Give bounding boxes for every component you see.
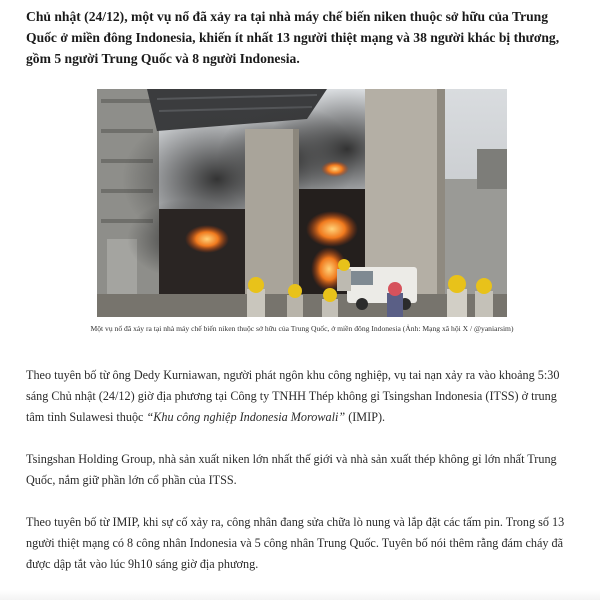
- bottom-edge: [0, 590, 600, 600]
- article-figure: [26, 89, 578, 335]
- paragraph-ownership: Tsingshan Holding Group, nhà sản xuất niken lớn nhất thế giới và nhà sản xuất thép không gỉ lớn nhất Trung Quốc, nắm giữ phần lớn cổ phần của ITSS.: [26, 452, 557, 487]
- paragraph-statement-text: Theo tuyên bố từ ông Dedy Kurniawan, người phát ngôn khu công nghiệp, vụ tai nạn xảy ra vào khoảng 5:30 sáng Chủ nhật (24/12) giờ địa phương tại Công ty TNHH Thép không gỉ Tsingshan Indonesia (ITSS) ở trung tâm tỉnh Sulawesi thuộc: [26, 368, 560, 424]
- paragraph-statement-end: (IMIP).: [345, 410, 386, 424]
- figure-caption: Một vụ nổ đã xảy ra tại nhà máy chế biến niken thuộc sở hữu của Trung Quốc, ở miền đông Indonesia (Ảnh: Mạng xã hội X / @yaniarsim): [90, 324, 514, 333]
- article: [26, 0, 578, 575]
- article-lead: Chủ nhật (24/12), một vụ nổ đã xảy ra tại nhà máy chế biến niken thuộc sở hữu của Trung Quốc ở miền đông Indonesia, khiến ít nhất 13 người thiệt mạng và 38 người khác bị thương, gồm 5 người Trung Quốc và 8 người Indonesia.: [26, 9, 560, 66]
- industrial-park-name: “Khu công nghiệp Indonesia Morowali”: [146, 410, 346, 424]
- factory-explosion-photo: [97, 89, 507, 317]
- paragraph-imip-statement: Theo tuyên bố từ IMIP, khi sự cố xảy ra, công nhân đang sửa chữa lò nung và lắp đặt các tấm pin. Trong số 13 người thiệt mạng có 8 công nhân Indonesia và 5 công nhân Trung Quốc. Tuyên bố nói thêm rằng đám cháy đã được dập tắt vào lúc 9h10 sáng giờ địa phương.: [26, 515, 565, 571]
- paragraph-statement: [26, 365, 578, 428]
